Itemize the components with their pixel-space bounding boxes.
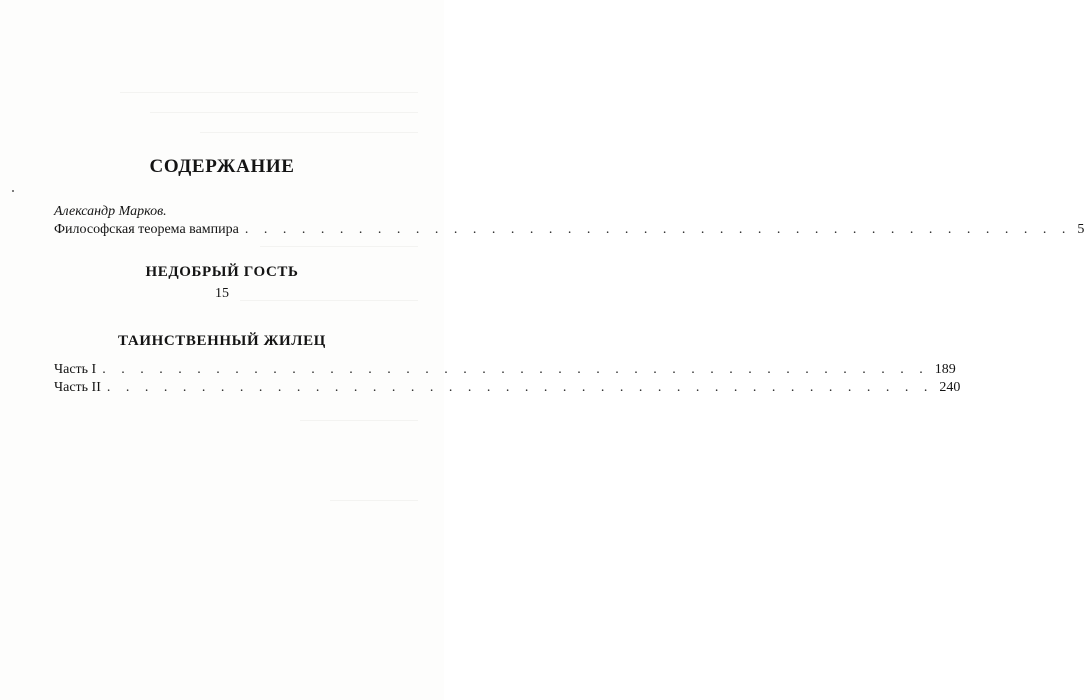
bleed-through-line [300, 420, 418, 421]
toc-entry-intro[interactable] [54, 222, 1084, 238]
toc-entry-part-2[interactable] [54, 380, 961, 396]
toc-entry-part-1[interactable] [54, 362, 956, 378]
bleed-through-line [330, 500, 418, 501]
bleed-through-line [200, 132, 418, 133]
dot-leader: . . . . . . . . . . . . . . . . . . . . . . . . . . . . . . . . . . . . . . . . . . . . [102, 362, 929, 377]
dot-leader: . . . . . . . . . . . . . . . . . . . . . . . . . . . . . . . . . . . . . . . . . . . . [244, 222, 1072, 237]
contents-heading: СОДЕРЖАНИЕ [149, 156, 295, 177]
bleed-through-line [120, 92, 418, 93]
toc-entry-page: 189 [934, 362, 956, 377]
toc-entry-title: Часть II [54, 380, 101, 395]
toc-entry-title: Философская теорема вампира [54, 222, 239, 237]
toc-entry-page: 5 [1077, 222, 1084, 237]
bleed-through-line [150, 112, 418, 113]
toc-entry-page: 240 [939, 380, 961, 395]
dust-speck [12, 190, 14, 192]
bleed-through-line [260, 246, 418, 247]
toc-entry-title: Часть I [54, 362, 97, 377]
dot-leader: . . . . . . . . . . . . . . . . . . . . . . . . . . . . . . . . . . . . . . . . . . . . [106, 380, 934, 395]
section-1-page: 15 [215, 286, 229, 301]
intro-author: Александр Марков. [54, 204, 167, 219]
section-heading-2: ТАИНСТВЕННЫЙ ЖИЛЕЦ [118, 333, 326, 349]
section-heading-1[interactable]: НЕДОБРЫЙ ГОСТЬ [145, 264, 299, 280]
